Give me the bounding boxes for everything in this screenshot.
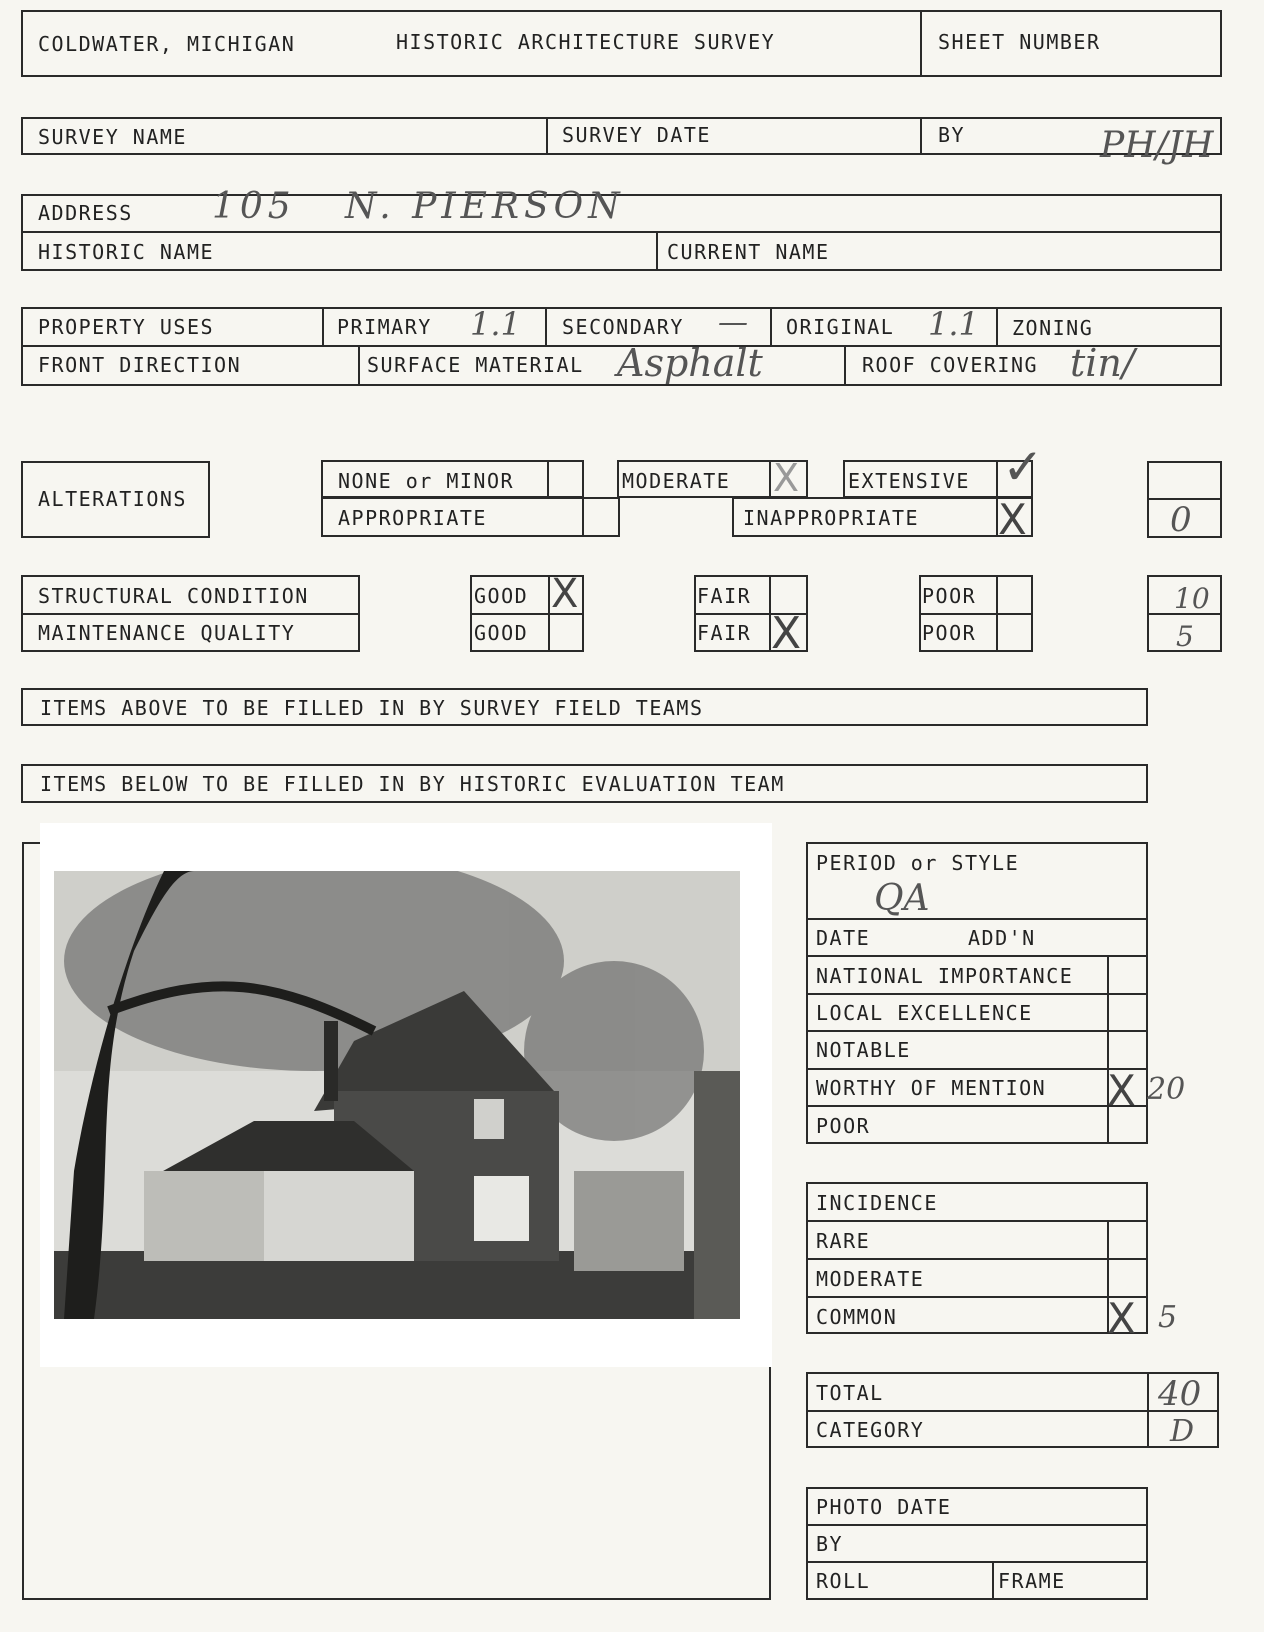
- primary-label: PRIMARY: [337, 315, 432, 339]
- eval-divider-5: [806, 1105, 1148, 1107]
- structural-poor-label: POOR: [922, 584, 977, 608]
- eval-divider-4: [806, 1068, 1148, 1070]
- incidence-divider-3: [806, 1296, 1148, 1298]
- names-divider: [656, 231, 658, 271]
- worthy-mark: X: [1107, 1066, 1136, 1115]
- period-style-value: QA: [874, 878, 930, 919]
- survey-divider-2: [920, 117, 922, 155]
- address-value: 105 N. PIERSON: [212, 186, 625, 227]
- property-col-4: [996, 307, 998, 345]
- front-direction-label: FRONT DIRECTION: [38, 353, 242, 377]
- secondary-value: —: [718, 305, 748, 340]
- maintenance-good-label: GOOD: [474, 621, 529, 645]
- incidence-moderate-label: MODERATE: [816, 1267, 925, 1291]
- structural-condition-label: STRUCTURAL CONDITION: [38, 584, 309, 608]
- alterations-score: 0: [1170, 500, 1192, 540]
- poor-checkcol: [996, 575, 998, 652]
- appropriate-label: APPROPRIATE: [338, 506, 487, 530]
- worthy-score: 20: [1147, 1072, 1186, 1107]
- property-col-3: [770, 307, 772, 345]
- photo-by-label: BY: [816, 1532, 844, 1556]
- good-checkcol: [548, 575, 550, 652]
- maintenance-fair-mark: X: [771, 608, 802, 659]
- incidence-divider-2: [806, 1258, 1148, 1260]
- house-photo: [40, 823, 772, 1367]
- photo-info-divider-2: [806, 1561, 1148, 1563]
- incidence-label: INCIDENCE: [816, 1191, 938, 1215]
- survey-divider-1: [546, 117, 548, 155]
- property-col-6: [844, 345, 846, 386]
- roll-frame-divider: [992, 1561, 994, 1600]
- frame-label: FRAME: [998, 1569, 1066, 1593]
- extensive-mark: ✓: [1002, 438, 1044, 496]
- roof-covering-value: tin/: [1070, 341, 1135, 385]
- common-mark: X: [1107, 1294, 1136, 1343]
- survey-date-label: SURVEY DATE: [562, 123, 711, 147]
- addn-label: ADD'N: [968, 926, 1036, 950]
- eval-divider-1: [806, 955, 1148, 957]
- maintenance-poor-label: POOR: [922, 621, 977, 645]
- local-excellence-label: LOCAL EXCELLENCE: [816, 1001, 1033, 1025]
- none-minor-label: NONE or MINOR: [338, 469, 515, 493]
- rare-label: RARE: [816, 1229, 871, 1253]
- category-label: CATEGORY: [816, 1418, 925, 1442]
- address-divider: [21, 231, 1222, 233]
- property-col-2: [545, 307, 547, 345]
- items-below-note: ITEMS BELOW TO BE FILLED IN BY HISTORIC EVALUATION TEAM: [40, 772, 785, 796]
- common-label: COMMON: [816, 1305, 898, 1329]
- surface-material-value: Asphalt: [617, 341, 763, 385]
- address-label: ADDRESS: [38, 201, 133, 225]
- city-label: COLDWATER, MICHIGAN: [38, 32, 296, 56]
- extensive-label: EXTENSIVE: [848, 469, 970, 493]
- moderate-label: MODERATE: [622, 469, 731, 493]
- totals-value-col: [1147, 1372, 1149, 1448]
- appropriate-checkcol: [582, 497, 584, 537]
- extensive-checkcol: [996, 460, 998, 498]
- structural-good-label: GOOD: [474, 584, 529, 608]
- inappropriate-label: INAPPROPRIATE: [743, 506, 920, 530]
- secondary-label: SECONDARY: [562, 315, 684, 339]
- condition-label-divider: [21, 613, 360, 615]
- original-value: 1.1: [928, 305, 979, 343]
- eval-poor-label: POOR: [816, 1114, 871, 1138]
- property-col-1: [322, 307, 324, 345]
- roll-label: ROLL: [816, 1569, 871, 1593]
- total-label: TOTAL: [816, 1381, 884, 1405]
- eval-divider-2: [806, 993, 1148, 995]
- surface-material-label: SURFACE MATERIAL: [367, 353, 584, 377]
- structural-fair-label: FAIR: [697, 584, 752, 608]
- survey-by-value: PH/JH: [1100, 125, 1214, 166]
- common-score: 5: [1158, 1300, 1178, 1335]
- photo-info-divider-1: [806, 1524, 1148, 1526]
- alterations-label: ALTERATIONS: [38, 487, 187, 511]
- header-divider: [920, 10, 922, 77]
- date-label: DATE: [816, 926, 871, 950]
- property-uses-label: PROPERTY USES: [38, 315, 215, 339]
- maintenance-score: 5: [1176, 620, 1194, 653]
- period-style-label: PERIOD or STYLE: [816, 851, 1020, 875]
- maintenance-fair-label: FAIR: [697, 621, 752, 645]
- none-minor-checkcol: [547, 460, 549, 498]
- worthy-of-mention-label: WORTHY OF MENTION: [816, 1076, 1047, 1100]
- inappropriate-mark: X: [998, 495, 1027, 544]
- photo-date-label: PHOTO DATE: [816, 1495, 952, 1519]
- category-value: D: [1170, 1414, 1195, 1449]
- structural-good-mark: X: [551, 571, 579, 617]
- primary-value: 1.1: [470, 305, 521, 343]
- sheet-number-label: SHEET NUMBER: [938, 30, 1101, 54]
- notable-label: NOTABLE: [816, 1038, 911, 1062]
- poor-divider: [919, 613, 1033, 615]
- historic-name-label: HISTORIC NAME: [38, 240, 215, 264]
- original-label: ORIGINAL: [786, 315, 895, 339]
- current-name-label: CURRENT NAME: [667, 240, 830, 264]
- maintenance-quality-label: MAINTENANCE QUALITY: [38, 621, 296, 645]
- eval-divider-date: [806, 918, 1148, 920]
- zoning-label: ZONING: [1012, 316, 1094, 340]
- items-above-note: ITEMS ABOVE TO BE FILLED IN BY SURVEY FIELD TEAMS: [40, 696, 704, 720]
- roof-covering-label: ROOF COVERING: [862, 353, 1039, 377]
- moderate-checkcol: [769, 460, 771, 498]
- national-importance-label: NATIONAL IMPORTANCE: [816, 964, 1074, 988]
- total-value: 40: [1158, 1374, 1202, 1414]
- survey-name-label: SURVEY NAME: [38, 125, 187, 149]
- incidence-divider-1: [806, 1220, 1148, 1222]
- moderate-mark: X: [773, 456, 800, 500]
- structural-score: 10: [1174, 582, 1210, 615]
- page-title: HISTORIC ARCHITECTURE SURVEY: [396, 30, 776, 54]
- eval-divider-3: [806, 1030, 1148, 1032]
- eval-score-col: [1107, 955, 1109, 1144]
- house-photo-image: [54, 871, 740, 1319]
- survey-by-label: BY: [938, 123, 966, 147]
- property-col-5: [358, 345, 360, 386]
